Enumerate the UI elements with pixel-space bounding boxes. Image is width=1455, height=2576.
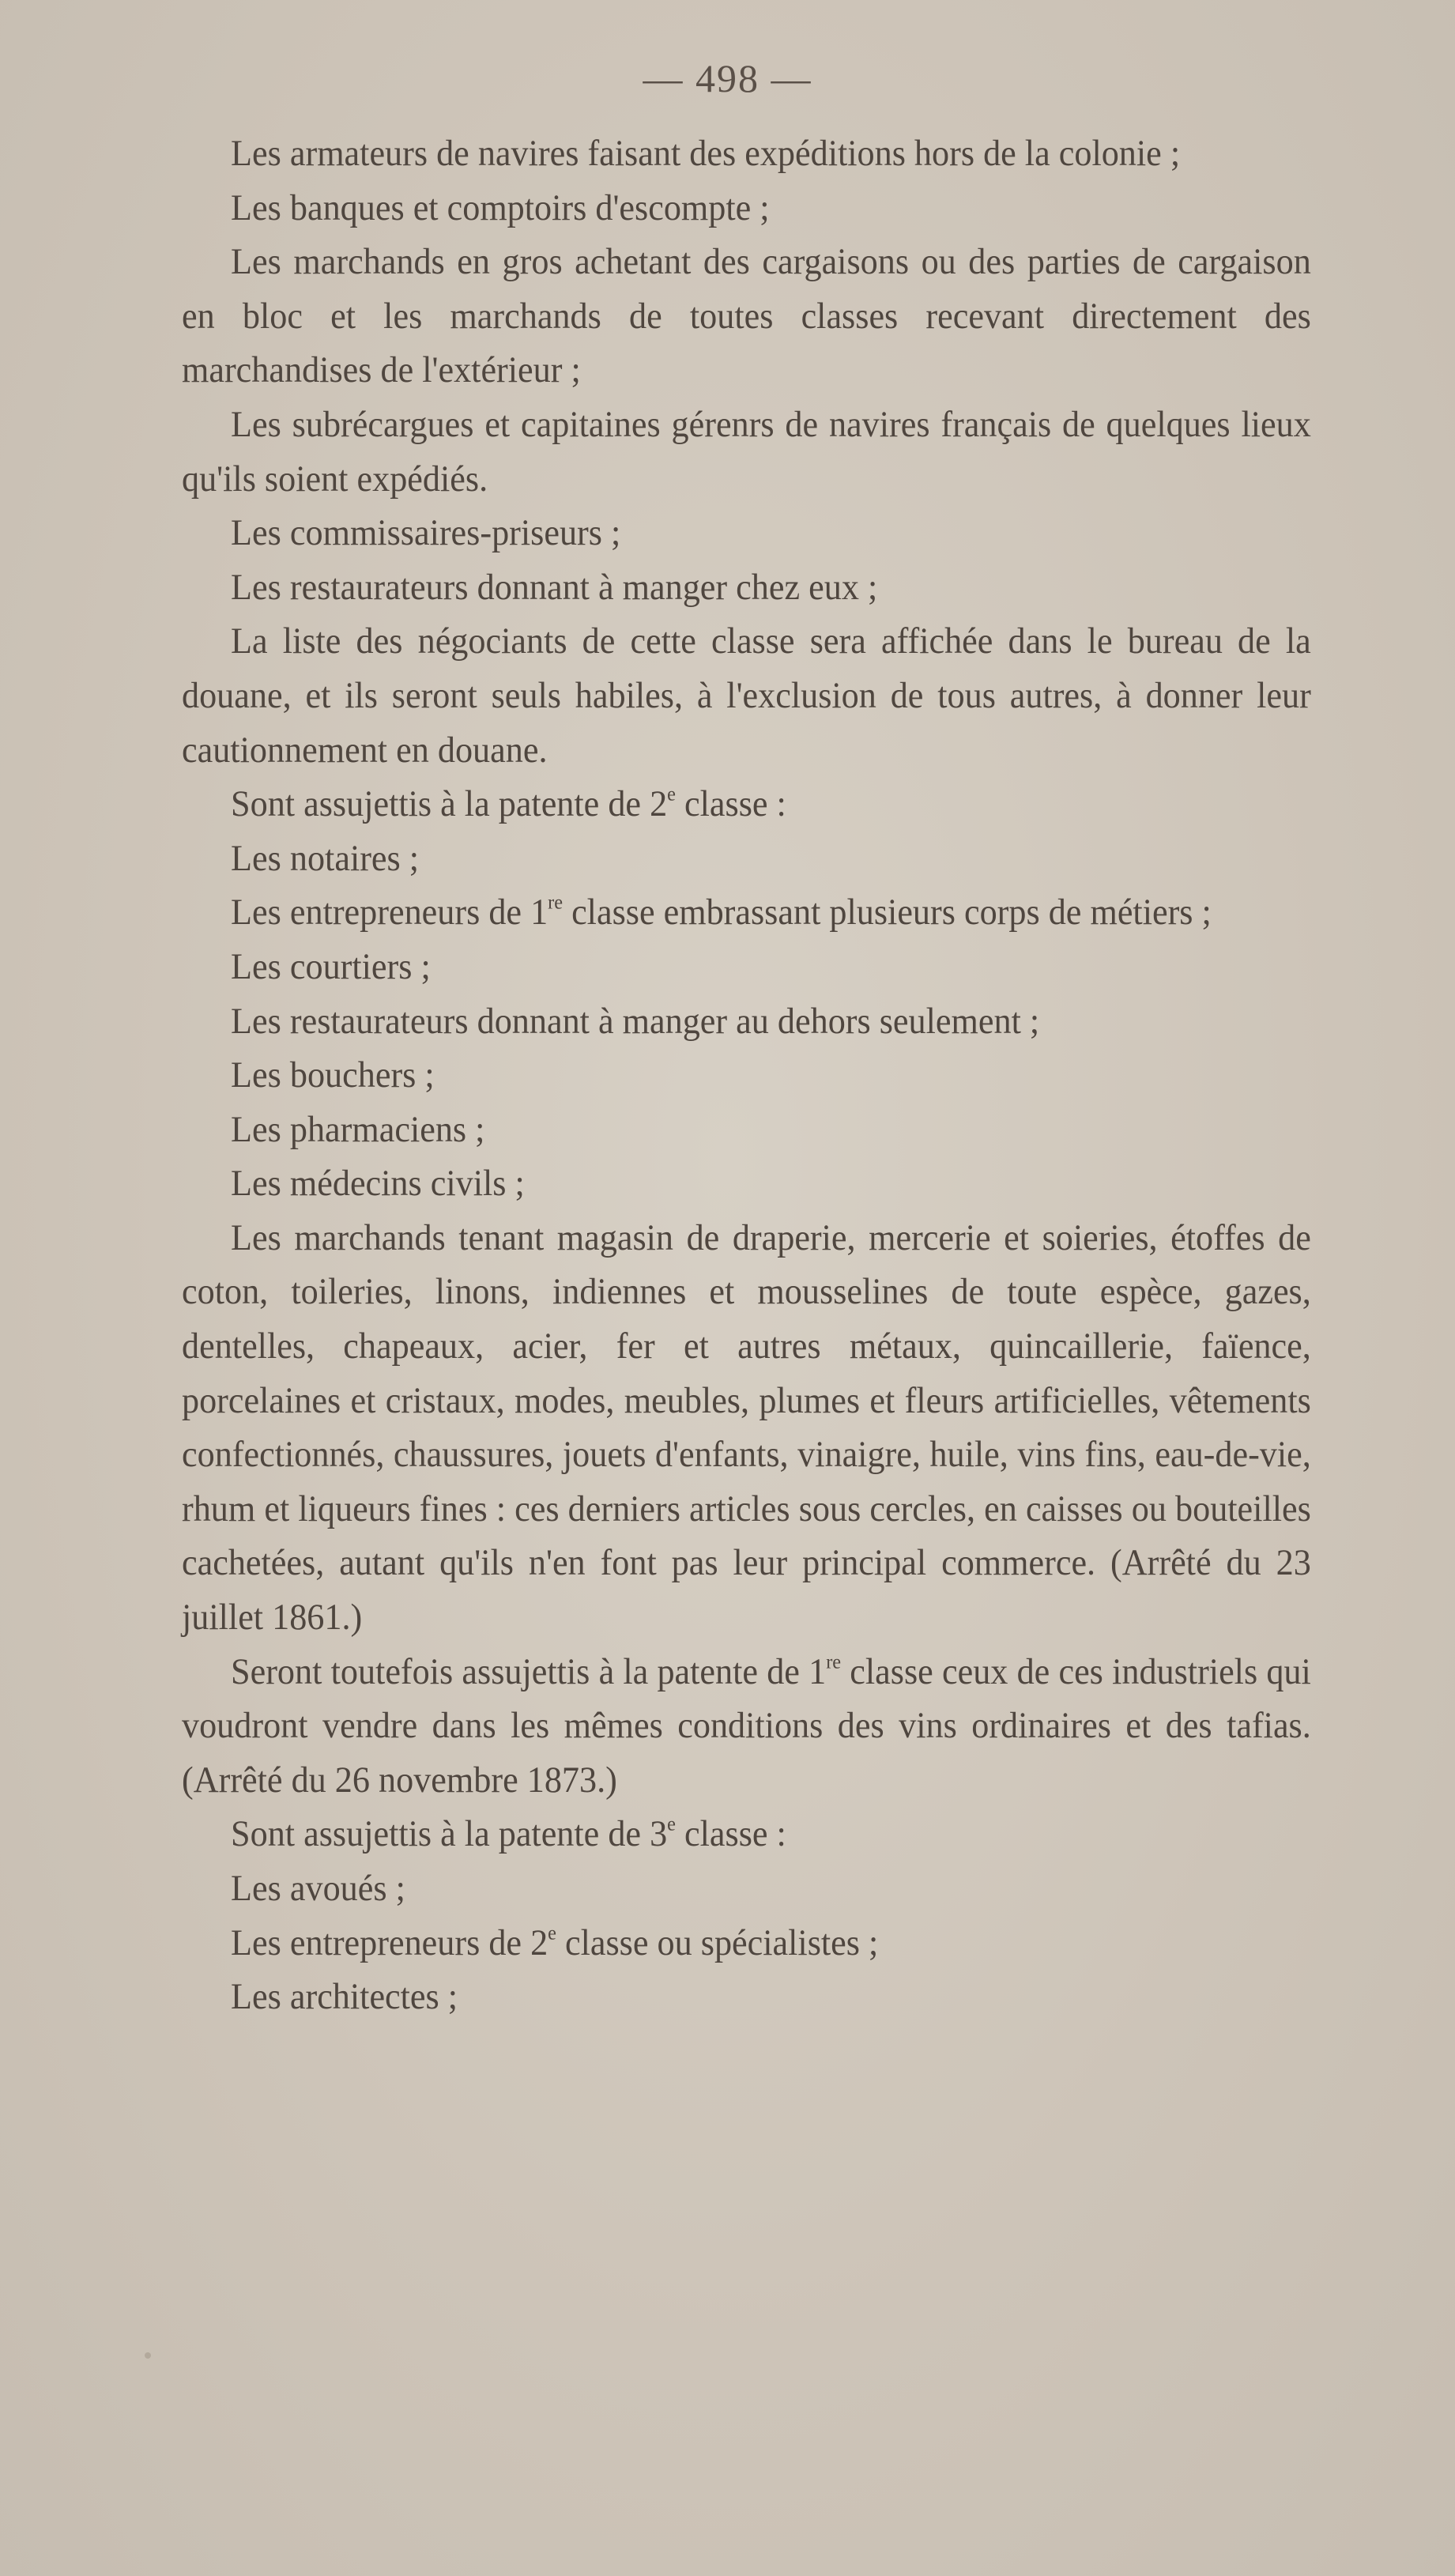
paragraph: Les banques et comptoirs d'escompte ; <box>231 187 770 228</box>
paragraph: Les armateurs de navires faisant des expéditions hors de la colonie ; <box>231 133 1181 174</box>
paragraph-text: classe : <box>675 783 786 825</box>
paragraph: Les architectes ; <box>231 1976 458 2018</box>
paragraph: Les commissaires-priseurs ; <box>231 512 621 554</box>
body-text <box>182 126 1311 2024</box>
paragraph-heading <box>182 1807 1311 1861</box>
paragraph-text: classe ou spécialistes ; <box>556 1922 879 1963</box>
paragraph-text: Les entrepreneurs de 2 <box>231 1922 548 1963</box>
paragraph: Les pharmaciens ; <box>231 1108 485 1150</box>
paragraph: Les notaires ; <box>231 837 420 879</box>
paragraph: Les subrécargues et capitaines gérenrs de navires français de quelques lieux qu'ils soient expédiés. <box>182 403 1311 500</box>
paragraph: Les avoués ; <box>231 1868 405 1909</box>
paragraph-text: Sont assujettis à la patente de 2 <box>231 783 668 825</box>
paragraph-text: Seront toutefois assujettis à la patente de 1 <box>231 1650 827 1692</box>
ordinal-superscript: re <box>548 890 564 914</box>
paragraph: Les bouchers ; <box>231 1054 435 1096</box>
paragraph-text: Les entrepreneurs de 1 <box>231 892 548 933</box>
ordinal-superscript: e <box>667 782 676 805</box>
paragraph: Les courtiers ; <box>231 945 431 987</box>
paragraph <box>182 1645 1311 1808</box>
paragraph <box>182 885 1311 940</box>
paragraph-text: classe : <box>675 1813 786 1855</box>
ordinal-superscript: re <box>826 1650 842 1673</box>
paragraph: Les restaurateurs donnant à manger au dehors seulement ; <box>231 1000 1040 1042</box>
paragraph-text: classe ceux de ces industriels qui voudront vendre dans les mêmes conditions des vins ordinaires et des tafias. (Arrêté du 26 novembre 1873.) <box>182 1650 1311 1801</box>
paragraph-heading <box>182 777 1311 832</box>
ordinal-superscript: e <box>548 1921 556 1944</box>
ordinal-superscript: e <box>667 1812 676 1836</box>
paragraph: La liste des négociants de cette classe sera affichée dans le bureau de la douane, et ils seront seuls habiles, à l'exclusion de tous autres, à donner leur cautionnement en douane. <box>182 620 1311 771</box>
page-number: — 498 — <box>643 56 812 100</box>
paragraph: Les marchands tenant magasin de draperie, mercerie et soieries, étoffes de coton, toileries, linons, indiennes et mousselines de toute espèce, gazes, dentelles, chapeaux, acier, fer et autres métaux, quincaillerie, faïence, porcelaines et cristaux, modes, meubles, plumes et fleurs artificielles, vêtements confectionnés, chaussures, jouets d'enfants, vinaigre, huile, vins fins, eau-de-vie, rhum et liqueurs fines : ces derniers articles sous cercles, en caisses ou bouteilles cachetées, autant qu'ils n'en font pas leur principal commerce. (Arrêté du 23 juillet 1861.) <box>182 1216 1311 1639</box>
paragraph-text: classe embrassant plusieurs corps de métiers ; <box>563 892 1212 933</box>
paragraph: Les médecins civils ; <box>231 1163 525 1205</box>
paragraph-text: Sont assujettis à la patente de 3 <box>231 1813 668 1855</box>
paragraph: Les marchands en gros achetant des cargaisons ou des parties de cargaison en bloc et les marchands de toutes classes recevant directement des marchandises de l'extérieur ; <box>182 241 1311 391</box>
paragraph: Les restaurateurs donnant à manger chez eux ; <box>231 566 878 608</box>
paragraph <box>182 1916 1311 1971</box>
paper-speck <box>145 2352 151 2359</box>
